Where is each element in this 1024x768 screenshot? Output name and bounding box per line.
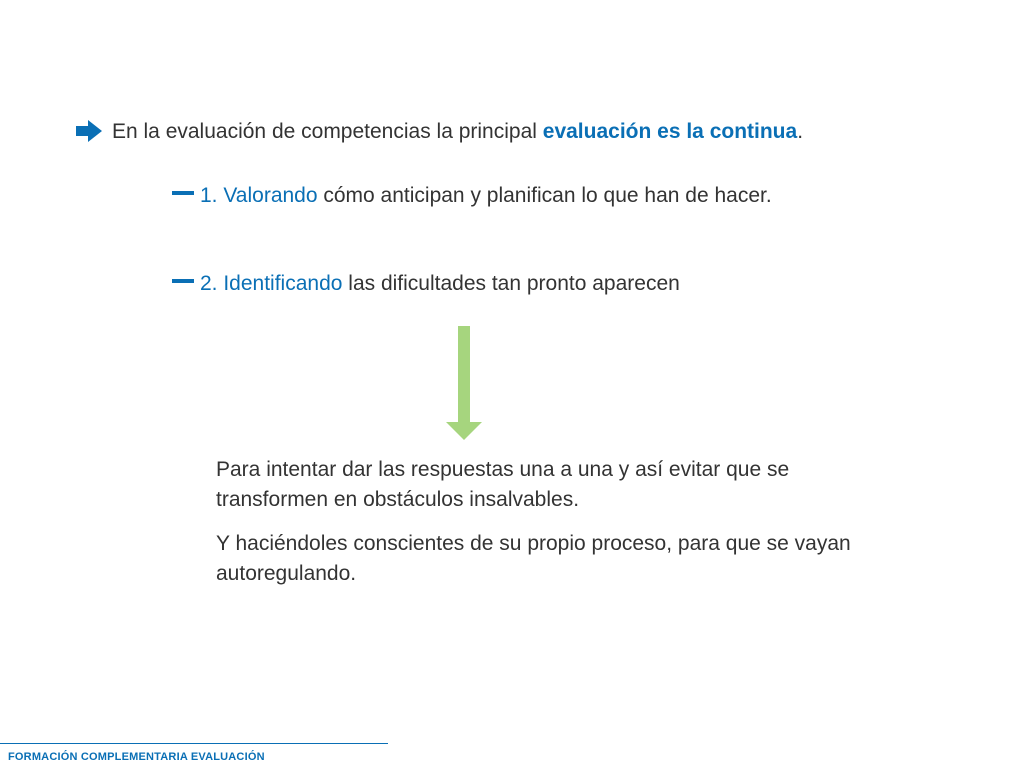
paragraph-1: Para intentar dar las respuestas una a una y así evitar que se transformen en obstáculos insalvables. [216,458,790,511]
dash-icon [172,191,194,195]
arrow-right-icon [76,120,102,142]
sub-bullet-2-text: las dificultades tan pronto aparecen [342,272,680,295]
sub-bullet-1 [172,180,772,211]
sub-bullet-2 [172,268,680,299]
paragraph-2: Y haciéndoles conscientes de su propio proceso, para que se vayan autoregulando. [216,532,851,585]
footer-divider [0,743,388,744]
main-bullet [76,116,836,147]
main-bullet-text-end: . [797,120,804,143]
main-bullet-text-start: En la evaluación de competencias la principal [112,120,543,143]
sub-bullet-1-text: cómo anticipan y planifican lo que han de hacer. [317,184,772,207]
explanation-block [216,455,856,603]
dash-icon [172,279,194,283]
arrow-down-icon [446,326,482,442]
footer-title: FORMACIÓN COMPLEMENTARIA EVALUACIÓN [8,751,265,763]
main-bullet-highlight: evaluación es la continua [542,120,798,143]
main-bullet-text [112,116,836,147]
sub-bullet-2-accent: 2. Identificando [200,272,343,295]
sub-bullet-1-accent: 1. Valorando [200,184,318,207]
